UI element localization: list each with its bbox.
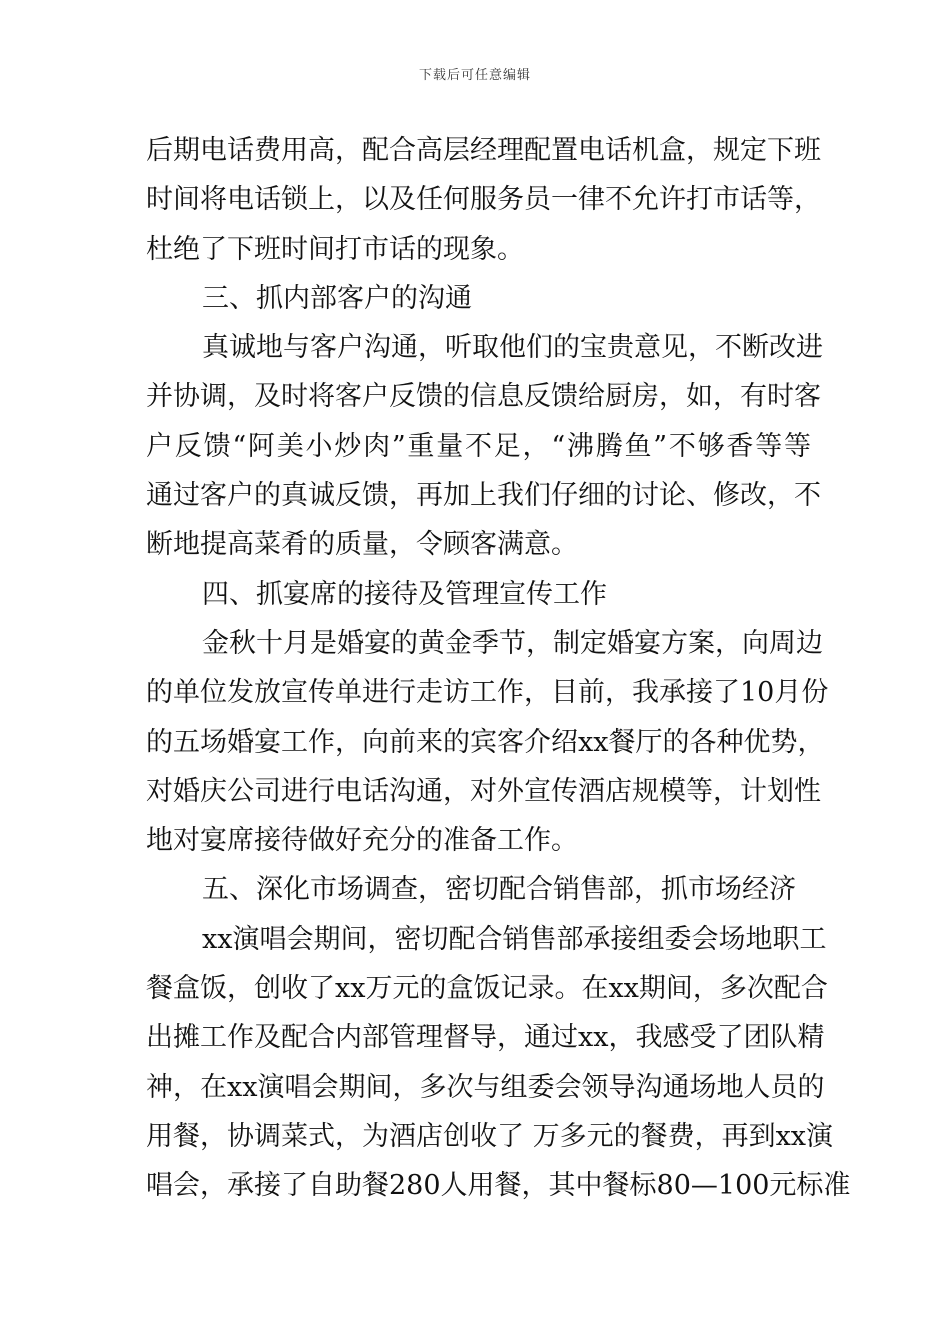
document-body — [146, 126, 851, 1211]
paragraph-line: 地对宴席接待做好充分的准备工作。 — [146, 825, 578, 857]
paragraph-line: 金秋十月是婚宴的黄金季节，制定婚宴方案，向周边 — [202, 627, 823, 659]
paragraph-line: 时间将电话锁上，以及任何服务员一律不允许打市话等， — [146, 184, 821, 216]
paragraph-line: 的五场婚宴工作，向前来的宾客介绍xx餐厅的各种优势， — [146, 726, 825, 758]
paragraph-line: 杜绝了下班时间打市话的现象。 — [146, 233, 524, 265]
paragraph-line: 神，在xx演唱会期间，多次与组委会领导沟通场地人员的 — [146, 1071, 825, 1103]
page-header: 下载后可任意编辑 — [418, 68, 531, 83]
paragraph-line: 对婚庆公司进行电话沟通，对外宣传酒店规模等，计划性 — [146, 775, 821, 807]
paragraph-line: 真诚地与客户沟通，听取他们的宝贵意见，不断改进 — [202, 332, 823, 364]
section-heading: 四、抓宴席的接待及管理宣传工作 — [202, 578, 607, 610]
paragraph-line: 出摊工作及配合内部管理督导，通过xx，我感受了团队精 — [146, 1022, 825, 1054]
paragraph-line: 断地提高菜肴的质量，令顾客满意。 — [146, 529, 578, 561]
paragraph-line: xx演唱会期间，密切配合销售部承接组委会场地职工 — [202, 923, 827, 955]
paragraph-line: 的单位发放宣传单进行走访工作，目前，我承接了10月份 — [146, 677, 829, 709]
paragraph-line: 唱会，承接了自助餐280人用餐，其中餐标80—100元标准 — [146, 1170, 851, 1202]
paragraph-line: 并协调，及时将客户反馈的信息反馈给厨房，如，有时客 — [146, 381, 821, 413]
section-heading: 五、深化市场调查，密切配合销售部，抓市场经济 — [202, 874, 796, 906]
paragraph-line: 餐盒饭，创收了xx万元的盒饭记录。在xx期间，多次配合 — [146, 973, 828, 1005]
section-heading: 三、抓内部客户的沟通 — [202, 282, 472, 314]
paragraph-line: 户反馈“阿美小炒肉”重量不足，“沸腾鱼”不够香等等 — [146, 430, 811, 462]
paragraph-line: 用餐，协调菜式，为酒店创收了 万多元的餐费，再到xx演 — [146, 1120, 834, 1152]
paragraph-line: 后期电话费用高，配合高层经理配置电话机盒，规定下班 — [146, 135, 821, 166]
paragraph-line: 通过客户的真诚反馈，再加上我们仔细的讨论、修改，不 — [146, 480, 821, 512]
